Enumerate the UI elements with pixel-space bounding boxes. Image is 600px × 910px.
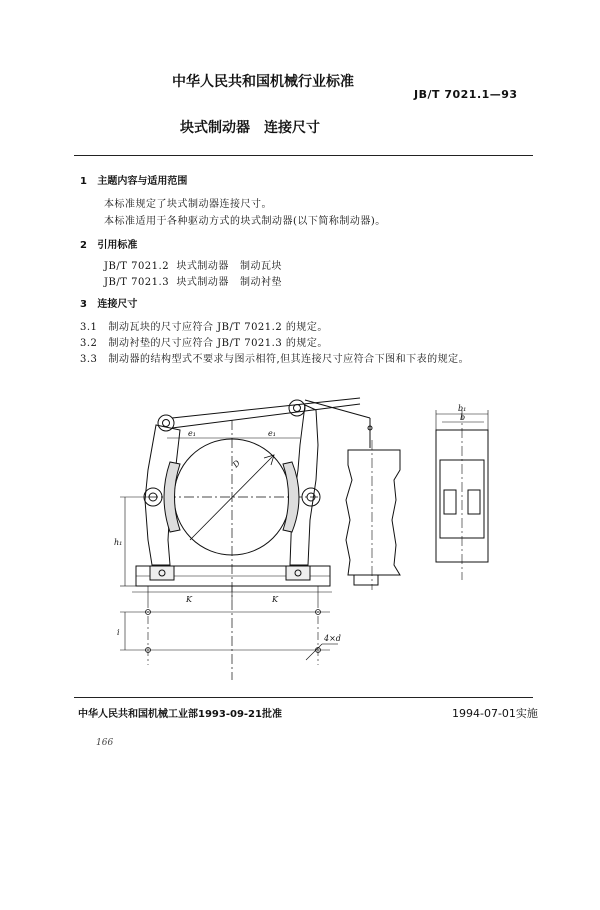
label-h1: h₁ (114, 538, 123, 547)
reference-item: JB/T 7021.2 块式制动器 制动瓦块 (104, 261, 282, 272)
clause-3-3: 3.3 制动器的结构型式不要求与图示相符,但其连接尺寸应符合下图和下表的规定。 (80, 354, 470, 365)
left-brake-shoe (164, 462, 180, 532)
right-brake-shoe (283, 462, 299, 532)
section-1-heading: 1 主题内容与适用范围 (80, 176, 188, 187)
effective-date: 1994-07-01实施 (452, 707, 538, 720)
label-e1-left: e₁ (188, 429, 196, 438)
section-2-heading: 2 引用标准 (80, 240, 138, 251)
s1-paragraph: 本标准适用于各种驱动方式的块式制动器(以下简称制动器)。 (104, 216, 386, 227)
label-i: i (117, 628, 120, 637)
label-holes: 4×d (324, 634, 341, 643)
label-e1-right: e₁ (268, 429, 276, 438)
label-b: b (460, 413, 466, 422)
label-b1: b₁ (458, 404, 467, 413)
section-3-heading: 3 连接尺寸 (80, 299, 138, 310)
s1-paragraph: 本标准规定了块式制动器连接尺寸。 (104, 199, 272, 210)
thruster-unit (346, 450, 400, 575)
issuing-organization: 中华人民共和国机械行业标准 (172, 74, 354, 90)
label-D: D (231, 458, 242, 470)
reference-item: JB/T 7021.3 块式制动器 制动衬垫 (104, 277, 282, 288)
footer-divider (74, 697, 533, 698)
approval-note: 中华人民共和国机械工业部1993-09-21批准 (78, 709, 282, 720)
page-number: 166 (96, 738, 114, 748)
standard-number: JB/T 7021.1—93 (414, 88, 518, 101)
clause-3-2: 3.2 制动衬垫的尺寸应符合 JB/T 7021.3 的规定。 (80, 338, 328, 349)
clause-3-1: 3.1 制动瓦块的尺寸应符合 JB/T 7021.2 的规定。 (80, 322, 328, 333)
page-title: 块式制动器 连接尺寸 (180, 120, 320, 136)
label-K-left: K (186, 595, 192, 604)
label-K-right: K (272, 595, 278, 604)
